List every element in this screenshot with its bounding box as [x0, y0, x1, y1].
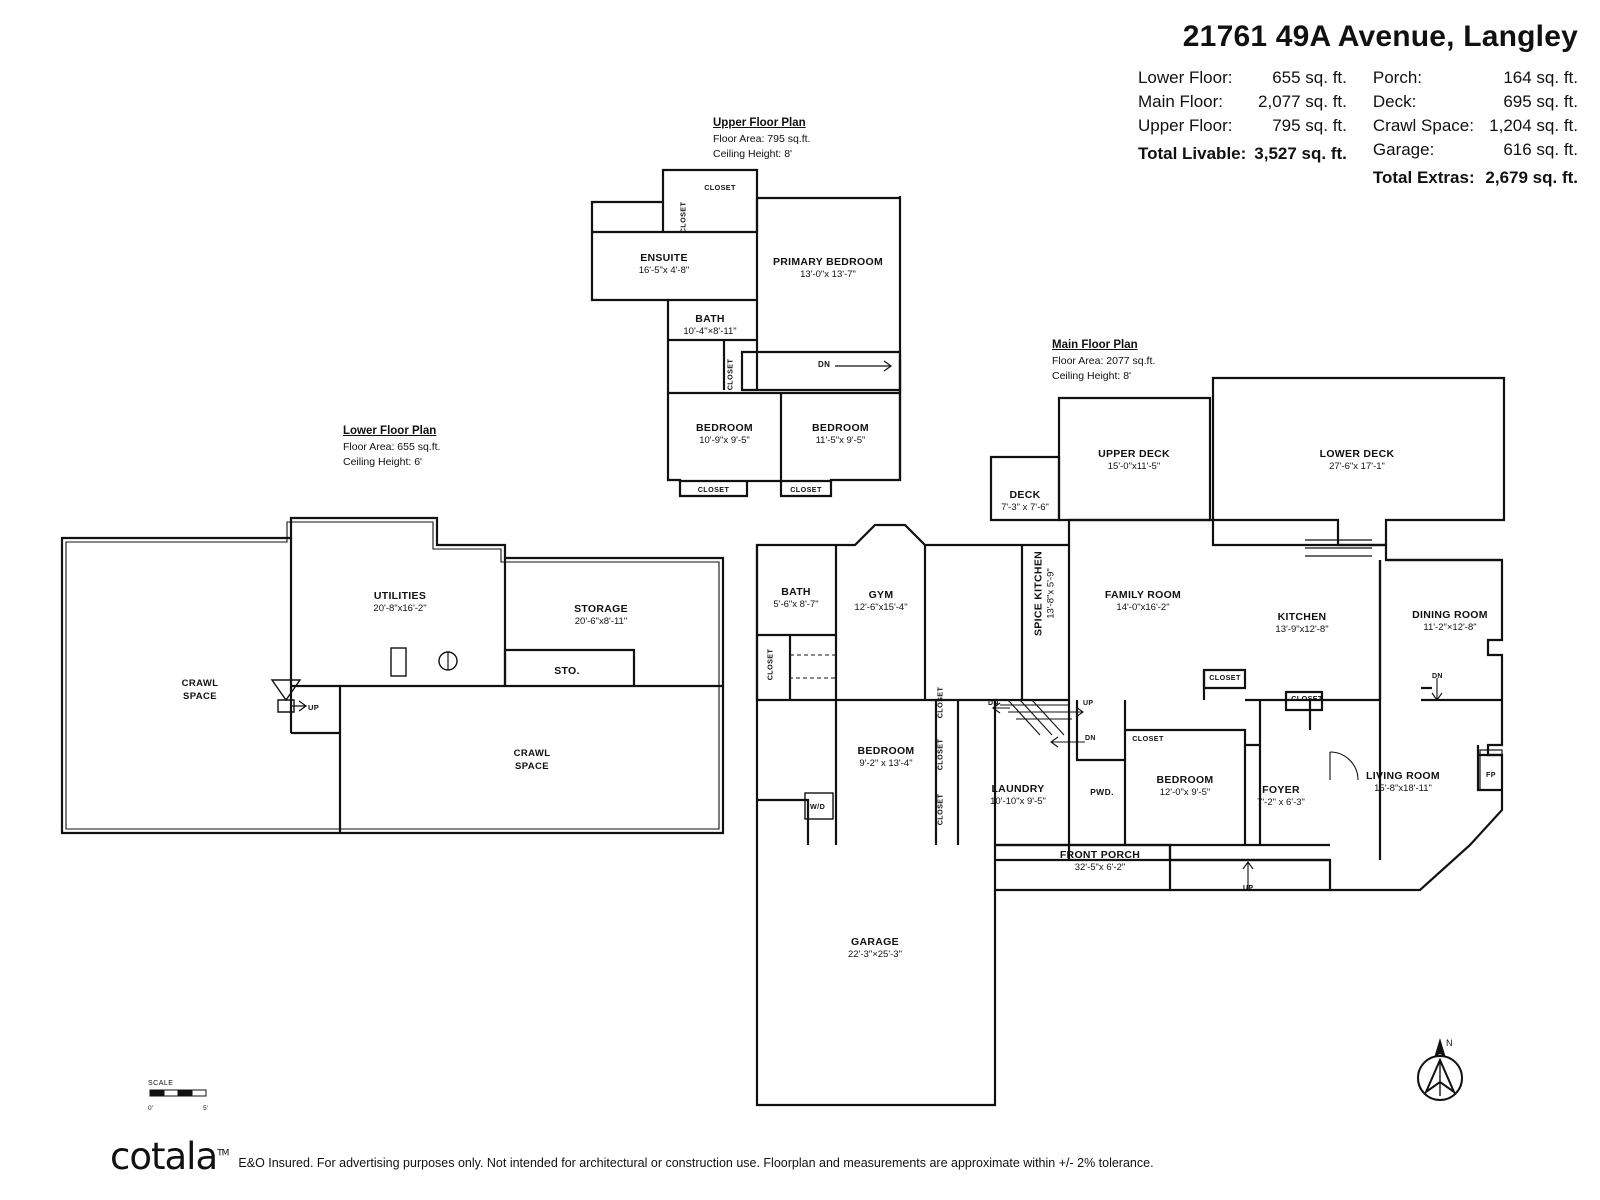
room-dining-room: DINING ROOM 11'-2"×12'-8"	[1412, 609, 1488, 634]
room-family-room: FAMILY ROOM 14'-0"x16'-2"	[1104, 589, 1182, 614]
lower-plan-caption	[343, 423, 440, 471]
area-value: 2,679 sq. ft.	[1485, 168, 1578, 187]
main-closet-dining: CLOSET	[1291, 694, 1323, 703]
area-label: Upper Floor:	[1137, 116, 1233, 135]
area-value: 695 sq. ft.	[1503, 92, 1578, 111]
area-label: Lower Floor:	[1137, 68, 1233, 87]
main-stair-dn-2: DN	[1085, 735, 1096, 742]
room-main-bedroom-mid: BEDROOM 12'-0"x 9'-5"	[1156, 774, 1214, 799]
upper-closet-mid: CLOSET	[725, 358, 735, 391]
area-label: Porch:	[1372, 68, 1423, 87]
room-upper-deck: UPPER DECK 15'-0"x11'-5"	[1098, 448, 1170, 473]
scale-label: SCALE	[148, 1080, 174, 1087]
room-main-bath: BATH 5'-6"x 8'-7"	[773, 586, 819, 611]
area-value: 616 sq. ft.	[1503, 140, 1578, 159]
lower-stair-up-label: UP	[308, 703, 320, 712]
main-closet-bedroom: CLOSET	[1132, 734, 1164, 743]
main-closet-v3: CLOSET	[935, 793, 945, 826]
room-upper-bedroom-right: BEDROOM 11'-5"x 9'-5"	[812, 422, 869, 447]
room-gym: GYM 12'-6"x15'-4"	[854, 589, 908, 614]
room-upper-bath: BATH 10'-4"×8'-11"	[683, 313, 737, 338]
main-plan-ceiling: Ceiling Height: 8'	[1052, 370, 1132, 383]
room-primary-bedroom: PRIMARY BEDROOM 13'-0"x 13'-7"	[772, 256, 884, 281]
main-plan-area: Floor Area: 2077 sq.ft.	[1052, 354, 1156, 367]
main-closet-v2: CLOSET	[935, 738, 945, 771]
area-value: 3,527 sq. ft.	[1254, 144, 1347, 163]
logo-text: cotala	[110, 1135, 218, 1178]
upper-stair-dn-label: DN	[818, 360, 831, 369]
logo-trademark: TM	[217, 1148, 229, 1159]
upper-plan-ceiling: Ceiling Height: 8'	[713, 148, 793, 161]
scale-numbers	[148, 1105, 208, 1112]
room-foyer: FOYER 7'-2" x 6'-3"	[1257, 784, 1305, 809]
area-label: Crawl Space:	[1372, 116, 1474, 135]
room-front-porch: FRONT PORCH 32'-5"x 6'-2"	[1059, 849, 1141, 874]
lower-plan-title: Lower Floor Plan	[343, 425, 437, 437]
lower-plan-ceiling: Ceiling Height: 6'	[343, 456, 423, 469]
room-lower-deck: LOWER DECK 27'-6"x 17'-1"	[1319, 448, 1395, 473]
room-spice-kitchen: SPICE KITCHEN 13'-8"x 5'-9"	[1032, 550, 1057, 636]
upper-closet-left-vertical: CLOSET	[678, 201, 688, 234]
area-label: Total Livable:	[1137, 144, 1247, 163]
area-value: 1,204 sq. ft.	[1489, 116, 1578, 135]
upper-plan-title: Upper Floor Plan	[713, 117, 806, 129]
main-closet-bath: CLOSET	[765, 648, 775, 681]
upper-closet-bottom-right: CLOSET	[790, 485, 822, 494]
room-ensuite: ENSUITE 16'-5"x 4'-8"	[638, 252, 690, 277]
main-plan-title: Main Floor Plan	[1052, 339, 1138, 351]
room-kitchen: KITCHEN 13'-9"x12'-8"	[1275, 611, 1329, 636]
disclaimer-text: E&O Insured. For advertising purposes only. Not intended for architectural or construction use. Floorplan and measurements are approximate within +/- 2% tolerance.	[238, 1156, 1154, 1170]
room-sto: STO.	[554, 665, 580, 677]
scale-bar-graphic	[148, 1088, 214, 1100]
scale-end: 5'	[203, 1105, 208, 1112]
room-upper-bedroom-left: BEDROOM 10'-9"x 9'-5"	[696, 422, 753, 447]
area-label: Total Extras:	[1372, 168, 1475, 187]
main-plan-caption	[1052, 337, 1155, 385]
scale-start: 0'	[148, 1105, 153, 1112]
main-closet-kitchen: CLOSET	[1209, 673, 1241, 682]
upper-closet-top: CLOSET	[704, 183, 736, 192]
room-main-bedroom-left: BEDROOM 9'-2" x 13'-4"	[857, 745, 915, 770]
area-label: Garage:	[1372, 140, 1435, 159]
room-living-room: LIVING ROOM 15'-8"x18'-11"	[1366, 770, 1440, 795]
washer-dryer-label: W/D	[810, 802, 826, 811]
scale-bar	[148, 1080, 214, 1112]
page-title: 21761 49A Avenue, Langley	[1182, 20, 1578, 53]
room-crawl-space-right: CRAWL SPACE	[513, 748, 551, 772]
area-value: 795 sq. ft.	[1272, 116, 1347, 135]
main-stair-up-1: UP	[1083, 700, 1094, 707]
area-value: 2,077 sq. ft.	[1258, 92, 1347, 111]
area-label: Main Floor:	[1137, 92, 1223, 111]
upper-plan-area: Floor Area: 795 sq.ft.	[713, 132, 811, 145]
main-stair-up-2: UP	[1243, 885, 1254, 892]
room-storage: STORAGE 20'-6"x8'-11"	[574, 603, 628, 628]
upper-plan-caption	[713, 115, 810, 163]
room-deck: DECK 7'-3" x 7'-6"	[1001, 489, 1049, 514]
area-label: Deck:	[1372, 92, 1417, 111]
room-crawl-space-left: CRAWL SPACE	[181, 678, 219, 702]
fireplace-label: FP	[1486, 770, 1496, 779]
lower-plan-area: Floor Area: 655 sq.ft.	[343, 440, 441, 453]
room-laundry: LAUNDRY 10'-10"x 9'-5"	[990, 783, 1046, 808]
main-stair-dn-1: DN	[988, 700, 999, 707]
footer	[110, 1135, 1154, 1178]
main-closet-v1: CLOSET	[935, 686, 945, 719]
area-value: 655 sq. ft.	[1272, 68, 1347, 87]
room-powder: PWD.	[1090, 787, 1114, 797]
room-utilities: UTILITIES 20'-8"x16'-2"	[373, 590, 427, 615]
compass-north-label: N	[1446, 1038, 1453, 1048]
main-stair-dn-3: DN	[1432, 673, 1443, 680]
upper-closet-bottom-left: CLOSET	[697, 485, 730, 494]
compass-rose	[1400, 1030, 1480, 1110]
area-value: 164 sq. ft.	[1503, 68, 1578, 87]
room-garage: GARAGE 22'-3"×25'-3"	[848, 936, 902, 961]
cotala-logo	[110, 1135, 228, 1178]
